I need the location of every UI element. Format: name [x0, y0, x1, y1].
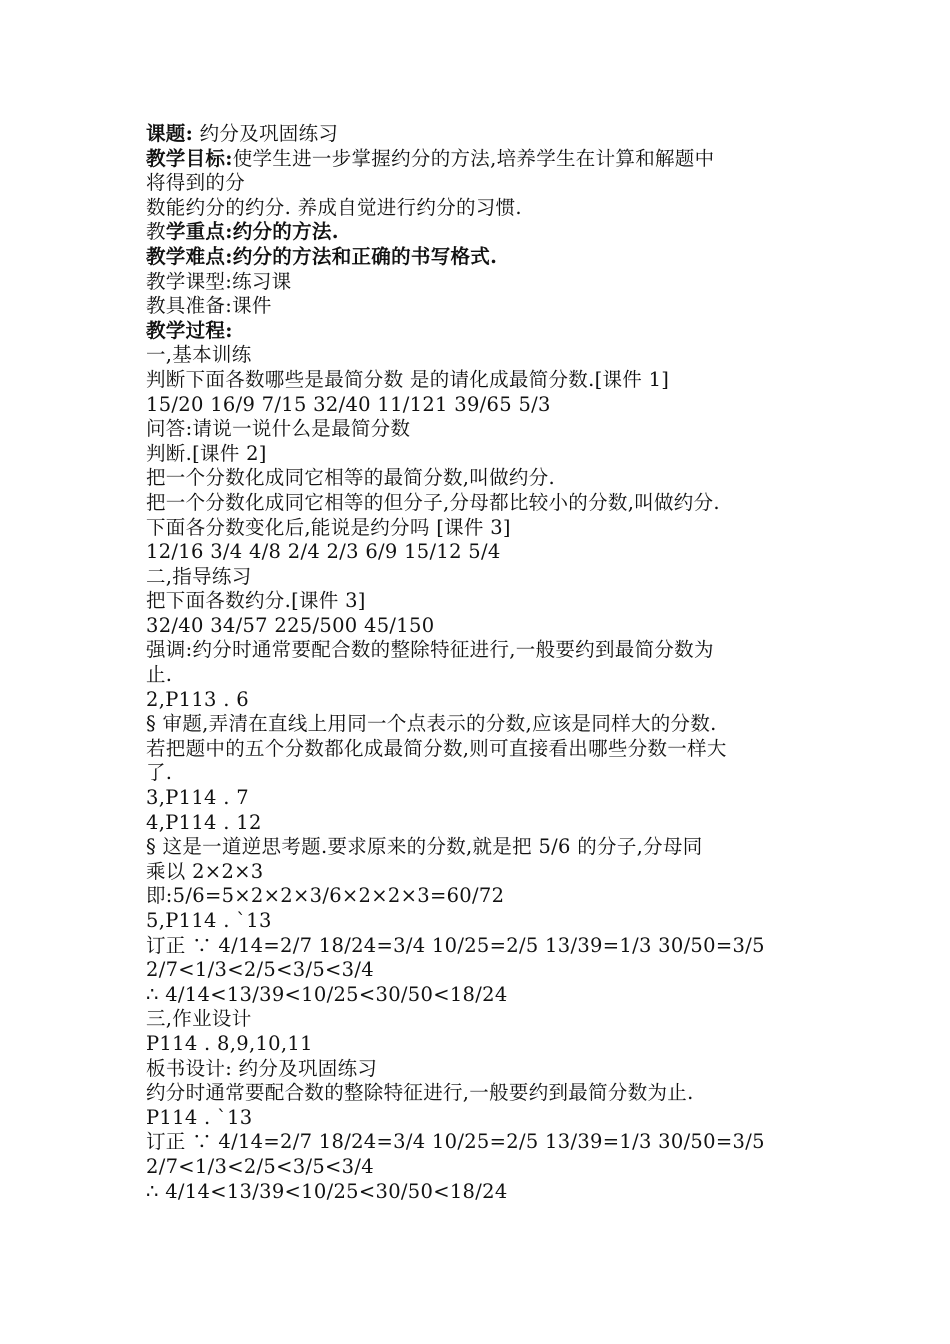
text-line: § 这是一道逆思考题.要求原来的分数,就是把 5/6 的分子,分母同: [146, 835, 703, 859]
text-line: 把一个分数化成同它相等的最简分数,叫做约分.: [146, 466, 555, 490]
equation-line: ∴ 4/14<13/39<10/25<30/50<18/24: [146, 1179, 508, 1203]
equation-line: 订正 ∵ 4/14=2/7 18/24=3/4 10/25=2/5 13/39=1/3 30/50=3/5: [146, 933, 765, 957]
lesson-type-line: 教学课型:练习课: [146, 269, 292, 293]
teaching-process-heading: 教学过程:: [146, 318, 233, 342]
text-line: 约分时通常要配合数的整除特征进行,一般要约到最简分数为止.: [146, 1081, 694, 1105]
teaching-goal-line: [146, 147, 826, 172]
text-line: § 审题,弄清在直线上用同一个点表示的分数,应该是同样大的分数.: [146, 712, 717, 736]
fraction-list: 32/40 34/57 225/500 45/150: [146, 613, 435, 637]
text-line: 止.: [146, 663, 173, 687]
teaching-focus-text: 学重点:约分的方法.: [165, 220, 339, 244]
lesson-title-value: 约分及巩固练习: [193, 122, 339, 145]
teaching-focus-prefix: 教: [146, 220, 166, 244]
section-heading-guided-practice: 二,指导练习: [146, 564, 252, 588]
text-line: 把下面各数约分.[课件 3]: [146, 589, 366, 613]
exercise-ref: 3,P114 . 7: [146, 786, 249, 810]
document-body: [146, 122, 826, 1204]
teaching-difficulty-line: 教学难点:约分的方法和正确的书写格式.: [146, 244, 498, 268]
equation-line: 2/7<1/3<2/5<3/5<3/4: [146, 958, 374, 982]
lesson-title-label: 课题:: [146, 122, 194, 145]
teaching-goal-text-2: 将得到的分: [146, 171, 246, 195]
equation-line: 订正 ∵ 4/14=2/7 18/24=3/4 10/25=2/5 13/39=1/3 30/50=3/5: [146, 1130, 765, 1154]
board-design-heading: 板书设计: 约分及巩固练习: [146, 1056, 378, 1080]
equation-line: 2/7<1/3<2/5<3/5<3/4: [146, 1154, 374, 1178]
teaching-tools-line: 教具准备:课件: [146, 294, 272, 318]
exercise-ref: 4,P114 . 12: [146, 810, 262, 834]
equation-line: ∴ 4/14<13/39<10/25<30/50<18/24: [146, 982, 508, 1006]
teaching-goal-label: 教学目标:: [146, 146, 233, 170]
section-heading-basic-training: 一,基本训练: [146, 343, 252, 367]
teaching-focus-line: [146, 220, 826, 245]
fraction-list: 15/20 16/9 7/15 32/40 11/121 39/65 5/3: [146, 392, 551, 416]
text-line: 判断.[课件 2]: [146, 441, 267, 465]
exercise-ref: P114 . 8,9,10,11: [146, 1031, 313, 1055]
teaching-goal-text-3: 数能约分的约分. 养成自觉进行约分的习惯.: [146, 195, 522, 219]
equation-line: 即:5/6=5×2×2×3/6×2×2×3=60/72: [146, 884, 505, 908]
text-line: 乘以 2×2×3: [146, 859, 264, 883]
lesson-title-line: [146, 122, 826, 147]
text-line: 问答:请说一说什么是最简分数: [146, 417, 411, 441]
section-heading-homework: 三,作业设计: [146, 1007, 252, 1031]
fraction-list: 12/16 3/4 4/8 2/4 2/3 6/9 15/12 5/4: [146, 540, 501, 564]
text-line: 若把题中的五个分数都化成最简分数,则可直接看出哪些分数一样大: [146, 736, 727, 760]
text-line: 判断下面各数哪些是最简分数 是的请化成最简分数.[课件 1]: [146, 367, 670, 391]
text-line: 了.: [146, 761, 173, 785]
text-line: 下面各分数变化后,能说是约分吗 [课件 3]: [146, 515, 511, 539]
teaching-goal-text-1: 使学生进一步掌握约分的方法,培养学生在计算和解题中: [232, 146, 715, 170]
text-line: 把一个分数化成同它相等的但分子,分母都比较小的分数,叫做约分.: [146, 490, 720, 514]
exercise-ref: P114 . `13: [146, 1105, 253, 1129]
exercise-ref: 2,P113 . 6: [146, 687, 249, 711]
text-line: 强调:约分时通常要配合数的整除特征进行,一般要约到最简分数为: [146, 638, 714, 662]
exercise-ref: 5,P114 . `13: [146, 909, 272, 932]
